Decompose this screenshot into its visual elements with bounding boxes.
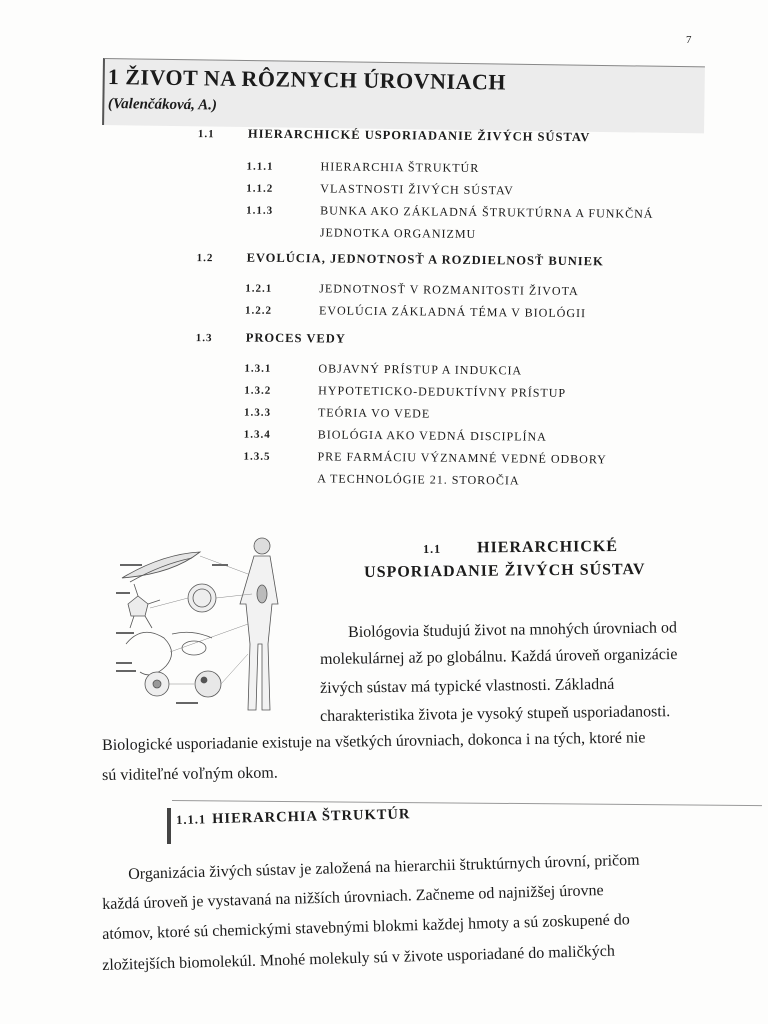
- toc-item: [246, 203, 653, 222]
- toc-number: 1.1: [197, 128, 215, 141]
- section-title: HIERARCHICKÉ: [476, 537, 619, 557]
- section-heading-line1: [423, 538, 618, 558]
- toc-number: 1.1.1: [246, 160, 274, 173]
- toc-item: [244, 427, 547, 445]
- toc-item: [246, 225, 476, 242]
- toc-text: HYPOTETICKO-DEDUKTÍVNY PRÍSTUP: [318, 383, 567, 400]
- section-paragraph-line: živých sústav má typické vlastnosti. Základná: [320, 675, 615, 697]
- toc-text: A TECHNOLÓGIE 21. STOROČIA: [317, 471, 520, 488]
- toc-number: 1.1.2: [246, 182, 274, 195]
- toc-item: [245, 303, 586, 322]
- toc-number: 1.2: [196, 252, 214, 265]
- section-paragraph-line: molekulárnej až po globálnu. Každá úroveň organizácie: [320, 646, 678, 668]
- toc-item: [243, 449, 606, 468]
- page-number: 7: [686, 34, 692, 46]
- toc-number: 1.2.1: [245, 282, 273, 295]
- section-paragraph-line: charakteristika života je vysoký stupeň usporiadanosti.: [320, 703, 671, 725]
- toc-item: [246, 181, 514, 199]
- toc-item: [244, 383, 566, 401]
- toc-text: HIERARCHICKÉ USPORIADANIE ŽIVÝCH SÚSTAV: [247, 126, 591, 145]
- hierarchy-illustration: [112, 534, 317, 718]
- section-number: 1.1: [423, 541, 442, 556]
- subsection-marker: [167, 808, 171, 844]
- toc-item: [244, 405, 430, 422]
- toc-text: HIERARCHIA ŠTRUKTÚR: [320, 159, 480, 176]
- toc-number: [243, 482, 317, 483]
- subsection-paragraph-line: Organizácia živých sústav je založená na hierarchii štruktúrnych úrovní, pričom: [128, 851, 640, 883]
- toc-item: [196, 330, 346, 347]
- toc-number: 1.3.2: [244, 384, 272, 397]
- subsection-rule: [172, 800, 762, 806]
- toc-number: 1.1.3: [246, 204, 274, 217]
- chapter-title: 1 ŽIVOT NA RÔZNYCH ÚROVNIACH: [107, 64, 507, 95]
- toc-text: BIOLÓGIA AKO VEDNÁ DISCIPLÍNA: [317, 427, 547, 444]
- toc-item: [243, 471, 519, 489]
- toc-text: TEÓRIA VO VEDE: [317, 405, 431, 421]
- toc-number: 1.3: [195, 332, 213, 345]
- section-paragraph-line: Biologické usporiadanie existuje na všetkých úrovniach, dokonca i na tých, ktoré nie: [102, 729, 646, 754]
- subsection-title: HIERARCHIA ŠTRUKTÚR: [211, 806, 411, 828]
- toc-item: [197, 250, 604, 269]
- toc-number: 1.3.1: [244, 362, 272, 375]
- toc-number: 1.2.2: [244, 304, 273, 317]
- toc-text: PROCES VEDY: [245, 330, 346, 346]
- toc-number: [246, 236, 320, 237]
- section-paragraph-line: sú viditeľné voľným okom.: [102, 764, 278, 784]
- toc-item: [244, 361, 522, 379]
- chapter-author: (Valenčáková, A.): [107, 96, 218, 114]
- toc-text: OBJAVNÝ PRÍSTUP A INDUKCIA: [318, 361, 523, 378]
- toc-item: [198, 126, 591, 145]
- section-paragraph-line: Biológovia študujú život na mnohých úrovniach od: [348, 619, 678, 641]
- toc-text: EVOLÚCIA, JEDNOTNOSŤ A ROZDIELNOSŤ BUNIEK: [246, 250, 604, 269]
- toc-item: [246, 159, 479, 176]
- subsection-number: 1.1.1: [176, 812, 207, 827]
- subsection-heading: [176, 806, 411, 829]
- toc-text: VLASTNOSTI ŽIVÝCH SÚSTAV: [320, 181, 514, 198]
- toc-text: EVOLÚCIA ZÁKLADNÁ TÉMA V BIOLÓGII: [318, 303, 587, 321]
- toc-text: BUNKA AKO ZÁKLADNÁ ŠTRUKTÚRNA A FUNKČNÁ: [320, 203, 654, 221]
- toc-item: [245, 281, 579, 299]
- toc-text: JEDNOTKA ORGANIZMU: [319, 225, 477, 242]
- toc-text: JEDNOTNOSŤ V ROZMANITOSTI ŽIVOTA: [319, 281, 579, 299]
- subsection-paragraph-line: každá úroveň je vystavaná na nižších úrovniach. Začneme od najnižšej úrovne: [102, 881, 604, 913]
- subsection-paragraph-line: zložitejších biomolekúl. Mnohé molekuly sú v živote usporiadané do maličkých: [102, 942, 616, 974]
- toc-number: 1.3.3: [243, 406, 272, 419]
- toc-text: PRE FARMÁCIU VÝZNAMNÉ VEDNÉ ODBORY: [317, 449, 607, 467]
- subsection-paragraph-line: atómov, ktoré sú chemickými stavebnými blokmi každej hmoty a sú zoskupené do: [102, 911, 631, 943]
- toc-number: 1.3.4: [243, 428, 271, 441]
- toc-number: 1.3.5: [243, 450, 271, 463]
- section-heading-line2: USPORIADANIE ŽIVÝCH SÚSTAV: [364, 561, 646, 581]
